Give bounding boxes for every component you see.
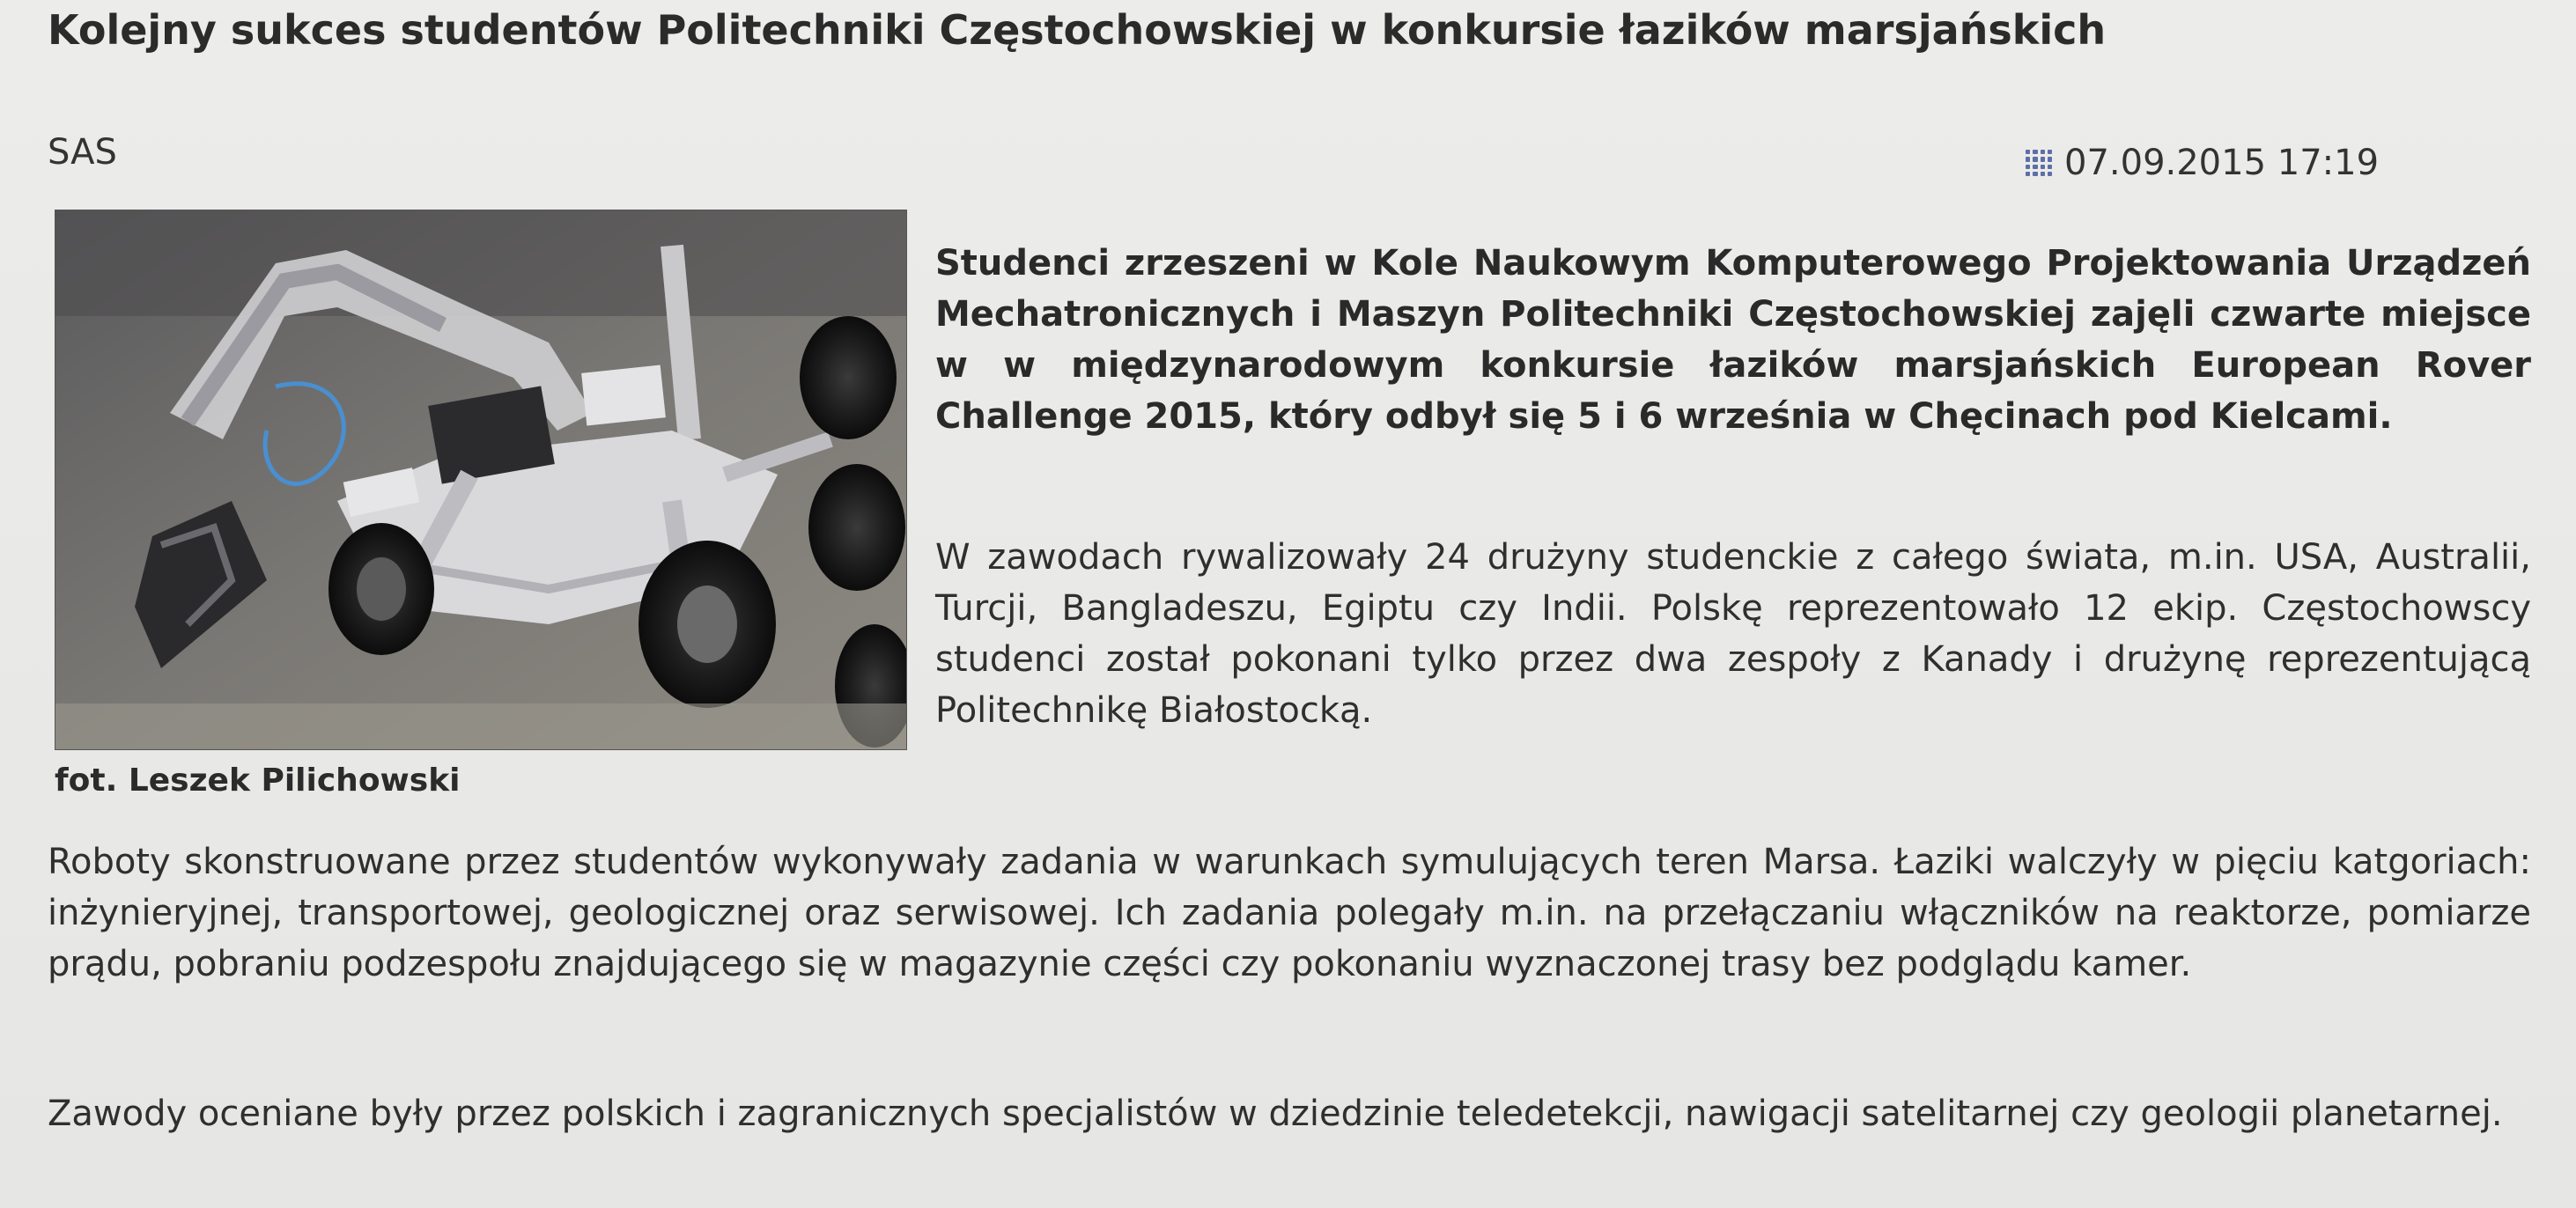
photo-caption: fot. Leszek Pilichowski <box>55 762 461 799</box>
article-author: SAS <box>48 132 117 173</box>
calendar-icon <box>2026 150 2052 176</box>
rover-photo <box>55 210 907 750</box>
article-date-block <box>2026 141 2379 185</box>
article-lead: Studenci zrzeszeni w Kole Naukowym Komputerowego Projektowania Urządzeń Mechatronicznych i Maszyn Politechniki Częstochowskiej zajęli czwarte miejsce w w międzynarodowym konkursie łazików marsjańskich European Rover Challenge 2015, który odbył się 5 i 6 września w Chęcinach pod Kielcami. <box>935 243 2531 437</box>
article-date: 07.09.2015 17:19 <box>2064 143 2380 183</box>
article-paragraph-3: Zawody oceniane były przez polskich i zagranicznych specjalistów w dziedzinie teledetekcji, nawigacji satelitarnej czy geologii planetarnej. <box>48 1094 2503 1134</box>
article-paragraph-1: W zawodach rywalizowały 24 drużyny studenckie z całego świata, m.in. USA, Australii, Turcji, Bangladeszu, Egiptu czy Indii. Polskę reprezentowało 12 ekip. Częstochowscy studenci został pokonani tylko przez dwa zespoły z Kanady i drużynę reprezentującą Politechnikę Białostocką. <box>935 537 2531 731</box>
article-title: Kolejny sukces studentów Politechniki Częstochowskiej w konkursie łazików marsjańskich <box>48 6 2107 54</box>
article-paragraph-2: Roboty skonstruowane przez studentów wykonywały zadania w warunkach symulujących teren Marsa. Łaziki walczyły w pięciu katgoriach: inżynieryjnej, transportowej, geologicznej oraz serwisowej. Ich zadania polegały m.in. na przełączaniu włączników na reaktorze, pomiarze prądu, pobraniu podzespołu znajdującego się w magazynie części czy pokonaniu wyznaczonej trasy bez podglądu kamer. <box>48 842 2531 984</box>
